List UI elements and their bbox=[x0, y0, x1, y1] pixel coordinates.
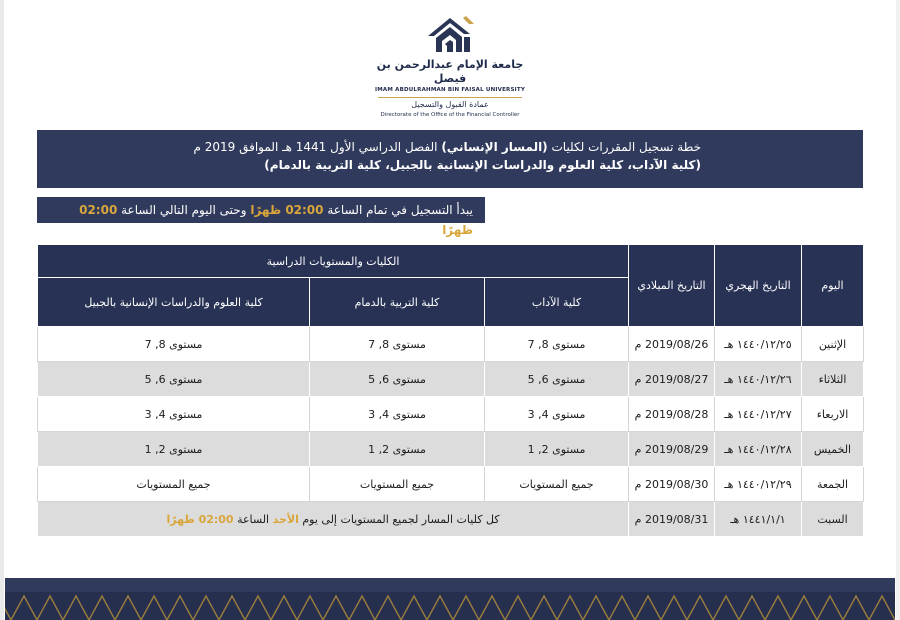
footer-chevron bbox=[193, 596, 219, 620]
footer-chevron bbox=[791, 596, 817, 620]
page-edge-left bbox=[0, 0, 4, 620]
banner-colleges: (كلية الآداب، كلية العلوم والدراسات الإنسانية بالجبيل، كلية التربية بالدمام) bbox=[264, 158, 701, 172]
banner-title-part2: الفصل الدراسي الأول 1441 هـ الموافق 2019 م bbox=[193, 140, 442, 154]
logo-department-english: Directorate of the Office of the Financial Controller bbox=[380, 112, 520, 118]
cell-hijri: ١٤٤٠/١٢/٢٧ هـ bbox=[715, 397, 802, 432]
footer-chevron bbox=[583, 596, 609, 620]
cell-arts: جميع المستويات bbox=[485, 467, 629, 502]
footer-chevron bbox=[375, 596, 401, 620]
cell-gregorian: 2019/08/28 م bbox=[629, 397, 715, 432]
footer-chevron bbox=[89, 596, 115, 620]
footer-chevron bbox=[271, 596, 297, 620]
start-note-part1: يبدأ التسجيل في تمام الساعة bbox=[323, 203, 473, 217]
start-note-part2: وحتى اليوم التالي الساعة bbox=[117, 203, 251, 217]
cell-hijri: ١٤٤٠/١٢/٢٥ هـ bbox=[715, 327, 802, 362]
footer-chevron bbox=[843, 596, 869, 620]
footer-chevron bbox=[401, 596, 427, 620]
footer-chevron bbox=[557, 596, 583, 620]
footer-chevron bbox=[713, 596, 739, 620]
header-college-education: كلية التربية بالدمام bbox=[310, 278, 485, 327]
title-banner bbox=[37, 130, 863, 188]
cell-day: السبت bbox=[802, 502, 864, 537]
cell-jubail: مستوى 4, 3 bbox=[38, 397, 310, 432]
footer-chevron bbox=[37, 596, 63, 620]
footer-chevron bbox=[479, 596, 505, 620]
banner-title-track: (المسار الإنساني) bbox=[441, 140, 548, 154]
registration-schedule-table bbox=[37, 244, 864, 537]
cell-gregorian: 2019/08/27 م bbox=[629, 362, 715, 397]
footer-chevron bbox=[297, 596, 323, 620]
cell-hijri: ١٤٤٠/١٢/٢٩ هـ bbox=[715, 467, 802, 502]
footer-chevron bbox=[687, 596, 713, 620]
table-row bbox=[38, 327, 864, 362]
logo-name-english: IMAM ABDULRAHMAN BIN FAISAL UNIVERSITY bbox=[374, 87, 526, 93]
table-row bbox=[38, 362, 864, 397]
cell-jubail: جميع المستويات bbox=[38, 467, 310, 502]
note-part1: كل كليات المسار لجميع المستويات إلى يوم bbox=[298, 512, 500, 526]
start-time: 02:00 ظهرًا bbox=[250, 203, 324, 217]
footer-chevron bbox=[11, 596, 37, 620]
cell-day: الخميس bbox=[802, 432, 864, 467]
logo-name-arabic: جامعة الإمام عبدالرحمن بن فيصل bbox=[376, 58, 524, 85]
banner-title-part1: خطة تسجيل المقررات لكليات bbox=[547, 140, 701, 154]
header-college-jubail: كلية العلوم والدراسات الإنسانية بالجبيل bbox=[38, 278, 310, 327]
cell-day: الثلاثاء bbox=[802, 362, 864, 397]
cell-education: جميع المستويات bbox=[310, 467, 485, 502]
note-day: الأحد bbox=[272, 512, 299, 526]
footer-chevron bbox=[635, 596, 661, 620]
cell-jubail: مستوى 8, 7 bbox=[38, 327, 310, 362]
footer-chevron bbox=[869, 596, 895, 620]
cell-gregorian: 2019/08/30 م bbox=[629, 467, 715, 502]
table-row bbox=[38, 432, 864, 467]
footer-chevron bbox=[505, 596, 531, 620]
note-time: 02:00 ظهرًا bbox=[166, 512, 234, 526]
cell-education: مستوى 6, 5 bbox=[310, 362, 485, 397]
note-part2: الساعة bbox=[233, 512, 273, 526]
end-time: 02:00 ظهرًا bbox=[79, 203, 473, 237]
footer-chevron bbox=[141, 596, 167, 620]
university-logo bbox=[360, 14, 540, 118]
footer-chevron bbox=[765, 596, 791, 620]
cell-education: مستوى 2, 1 bbox=[310, 432, 485, 467]
footer-chevron bbox=[661, 596, 687, 620]
footer-chevron bbox=[245, 596, 271, 620]
footer-chevron bbox=[817, 596, 843, 620]
footer-chevron bbox=[349, 596, 375, 620]
footer-chevron bbox=[427, 596, 453, 620]
table-row bbox=[38, 467, 864, 502]
cell-day: الإثنين bbox=[802, 327, 864, 362]
cell-arts: مستوى 6, 5 bbox=[485, 362, 629, 397]
footer-chevron bbox=[323, 596, 349, 620]
table-row bbox=[38, 397, 864, 432]
banner-title bbox=[47, 138, 701, 156]
header-gregorian-date: التاريخ الميلادي bbox=[629, 245, 715, 327]
cell-gregorian: 2019/08/29 م bbox=[629, 432, 715, 467]
cell-hijri: ١٤٤٠/١٢/٢٨ هـ bbox=[715, 432, 802, 467]
registration-start-note bbox=[37, 197, 485, 237]
footer-chevron bbox=[63, 596, 89, 620]
footer-chevron bbox=[219, 596, 245, 620]
cell-arts: مستوى 2, 1 bbox=[485, 432, 629, 467]
cell-day: الاربعاء bbox=[802, 397, 864, 432]
header-college-arts: كلية الآداب bbox=[485, 278, 629, 327]
footer-chevron-pattern bbox=[5, 578, 895, 620]
footer-chevron bbox=[739, 596, 765, 620]
cell-arts: مستوى 8, 7 bbox=[485, 327, 629, 362]
cell-hijri: ١٤٤٠/١٢/٢٦ هـ bbox=[715, 362, 802, 397]
header-colleges-group: الكليات والمستويات الدراسية bbox=[38, 245, 629, 278]
university-logo-icon bbox=[422, 14, 478, 56]
header-day: اليوم bbox=[802, 245, 864, 327]
cell-gregorian: 2019/08/26 م bbox=[629, 327, 715, 362]
cell-education: مستوى 4, 3 bbox=[310, 397, 485, 432]
footer-chevron bbox=[609, 596, 635, 620]
footer-chevron bbox=[531, 596, 557, 620]
footer-chevron bbox=[5, 596, 11, 620]
cell-gregorian: 2019/08/31 م bbox=[629, 502, 715, 537]
table-row bbox=[38, 502, 864, 537]
footer-chevron bbox=[453, 596, 479, 620]
page-edge-right bbox=[896, 0, 900, 620]
cell-all-colleges-note bbox=[38, 502, 629, 537]
cell-arts: مستوى 4, 3 bbox=[485, 397, 629, 432]
cell-hijri: ١٤٤١/١/١ هـ bbox=[715, 502, 802, 537]
footer-chevron bbox=[115, 596, 141, 620]
cell-day: الجمعة bbox=[802, 467, 864, 502]
header-hijri-date: التاريخ الهجري bbox=[715, 245, 802, 327]
footer-chevron bbox=[167, 596, 193, 620]
logo-department-arabic: عمادة القبول والتسجيل bbox=[378, 97, 522, 111]
cell-education: مستوى 8, 7 bbox=[310, 327, 485, 362]
cell-jubail: مستوى 6, 5 bbox=[38, 362, 310, 397]
cell-jubail: مستوى 2, 1 bbox=[38, 432, 310, 467]
footer-pattern bbox=[5, 578, 895, 620]
